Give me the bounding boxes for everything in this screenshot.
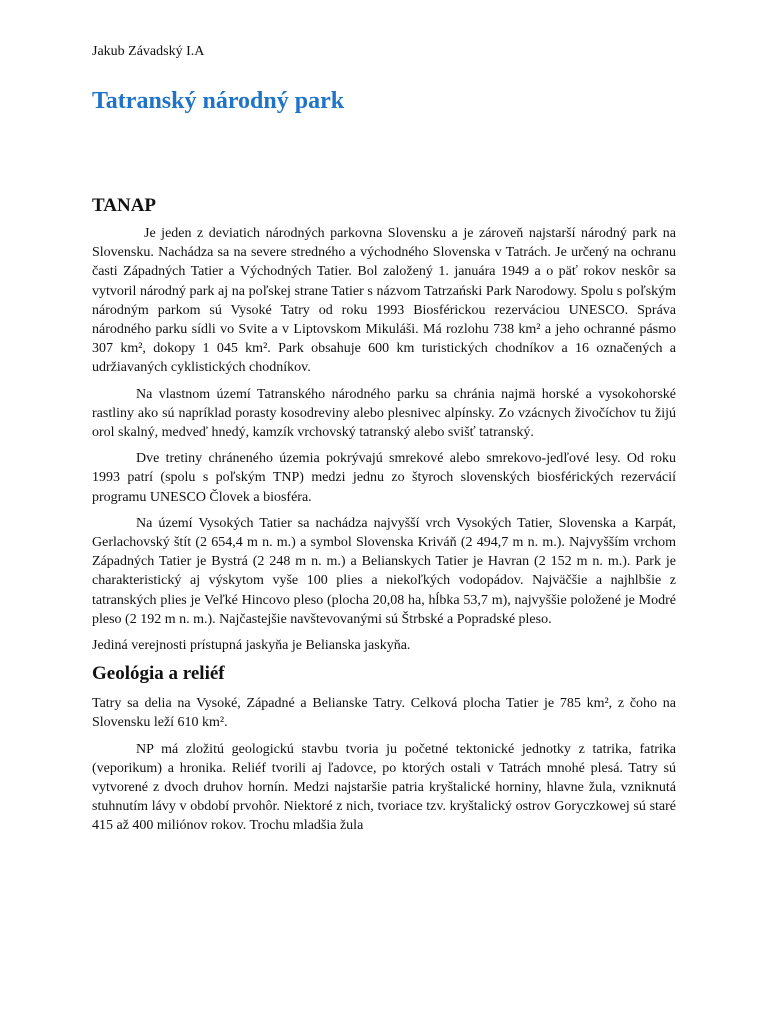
paragraph: Na území Vysokých Tatier sa nachádza najvyšší vrch Vysokých Tatier, Slovenska a Karpát, Gerlachovský štít (2 654,4 m n. m.) a symbol Slovenska Kriváň (2 494,7 m n. m.). Najvyšším vrchom Západných Tatier je Bystrá (2 248 m n. m.) a Belianskych Tatier je Havran (2 152 m n. m.). Park je charakteristický aj výskytom vyše 100 plies a niekoľkých vodopádov. Najväčšie a najhlbšie z tatranských plies je Veľké Hincovo pleso (plocha 20,08 ha, hĺbka 53,7 m), najvyššie položené je Modré pleso (2 192 m n. m.). Najčastejšie navštevovanými sú Štrbské a Popradské pleso. [92,515,676,627]
paragraph: Dve tretiny chráneného územia pokrývajú smrekové alebo smrekovo-jedľové lesy. Od roku 1993 patrí (spolu s poľským TNP) medzi jednu zo štyroch slovenských biosférických rezervácií programu UNESCO Človek a biosféra. [92,451,676,505]
author-name: Jakub Závadský I.A [92,44,205,59]
section-heading-geologia: Geológia a reliéf [92,663,225,685]
section-heading-tanap: TANAP [92,195,157,216]
paragraph: Jediná verejnosti prístupná jaskyňa je Belianska jaskyňa. [92,638,411,654]
paragraph: Je jeden z deviatich národných parkovna Slovensku a je zároveň najstarší národný park na Slovensku. Nachádza sa na severe stredného a východného Slovenska v Tatrách. Je určený na ochranu časti Západných Tatier a Východných Tatier. Bol založený 1. januára 1949 a o päť rokov neskôr sa vytvoril národný park aj na poľskej strane Tatier s názvom Tatrzański Park Narodowy. Spolu s poľským národným parkom sú Vysoké Tatry od roku 1993 Biosférickou rezerváciou UNESCO. Správa národného parku sídli vo Svite a v Liptovskom Mikuláši. Má rozlohu 738 km² a jeho ochranné pásmo 307 km², dokopy 1 045 km². Park obsahuje 600 km turistických chodníkov a 16 označených a udržiavaných cyklistických chodníkov. [92,226,676,376]
paragraph: Tatry sa delia na Vysoké, Západné a Belianske Tatry. Celková plocha Tatier je 785 km², z čoho na Slovensku leží 610 km². [92,696,676,731]
document-title: Tatranský národný park [92,88,345,114]
paragraph: Na vlastnom území Tatranského národného parku sa chránia najmä horské a vysokohorské rastliny ako sú napríklad porasty kosodreviny alebo plesnivec alpínsky. Zo vzácnych živočíchov tu žijú orol skalný, medveď hnedý, kamzík vrchovský tatranský alebo svišť tatranský. [92,386,676,441]
paragraph: NP má zložitú geologickú stavbu tvoria ju početné tektonické jednotky z tatrika, fatrika (veporikum) a hronika. Reliéf tvorili aj ľadovce, po ktorých ostali v Tatrách mnohé plesá. Tatry sú vytvorené z dvoch druhov hornín. Medzi najstaršie patria kryštalické horniny, hlavne žula, vzniknutá stuhnutím lávy v období prvohôr. Niektoré z nich, tvoriace tzv. kryštalický ostrov Goryczkowej sú staré 415 až 400 miliónov rokov. Trochu mladšia žula [92,741,676,834]
